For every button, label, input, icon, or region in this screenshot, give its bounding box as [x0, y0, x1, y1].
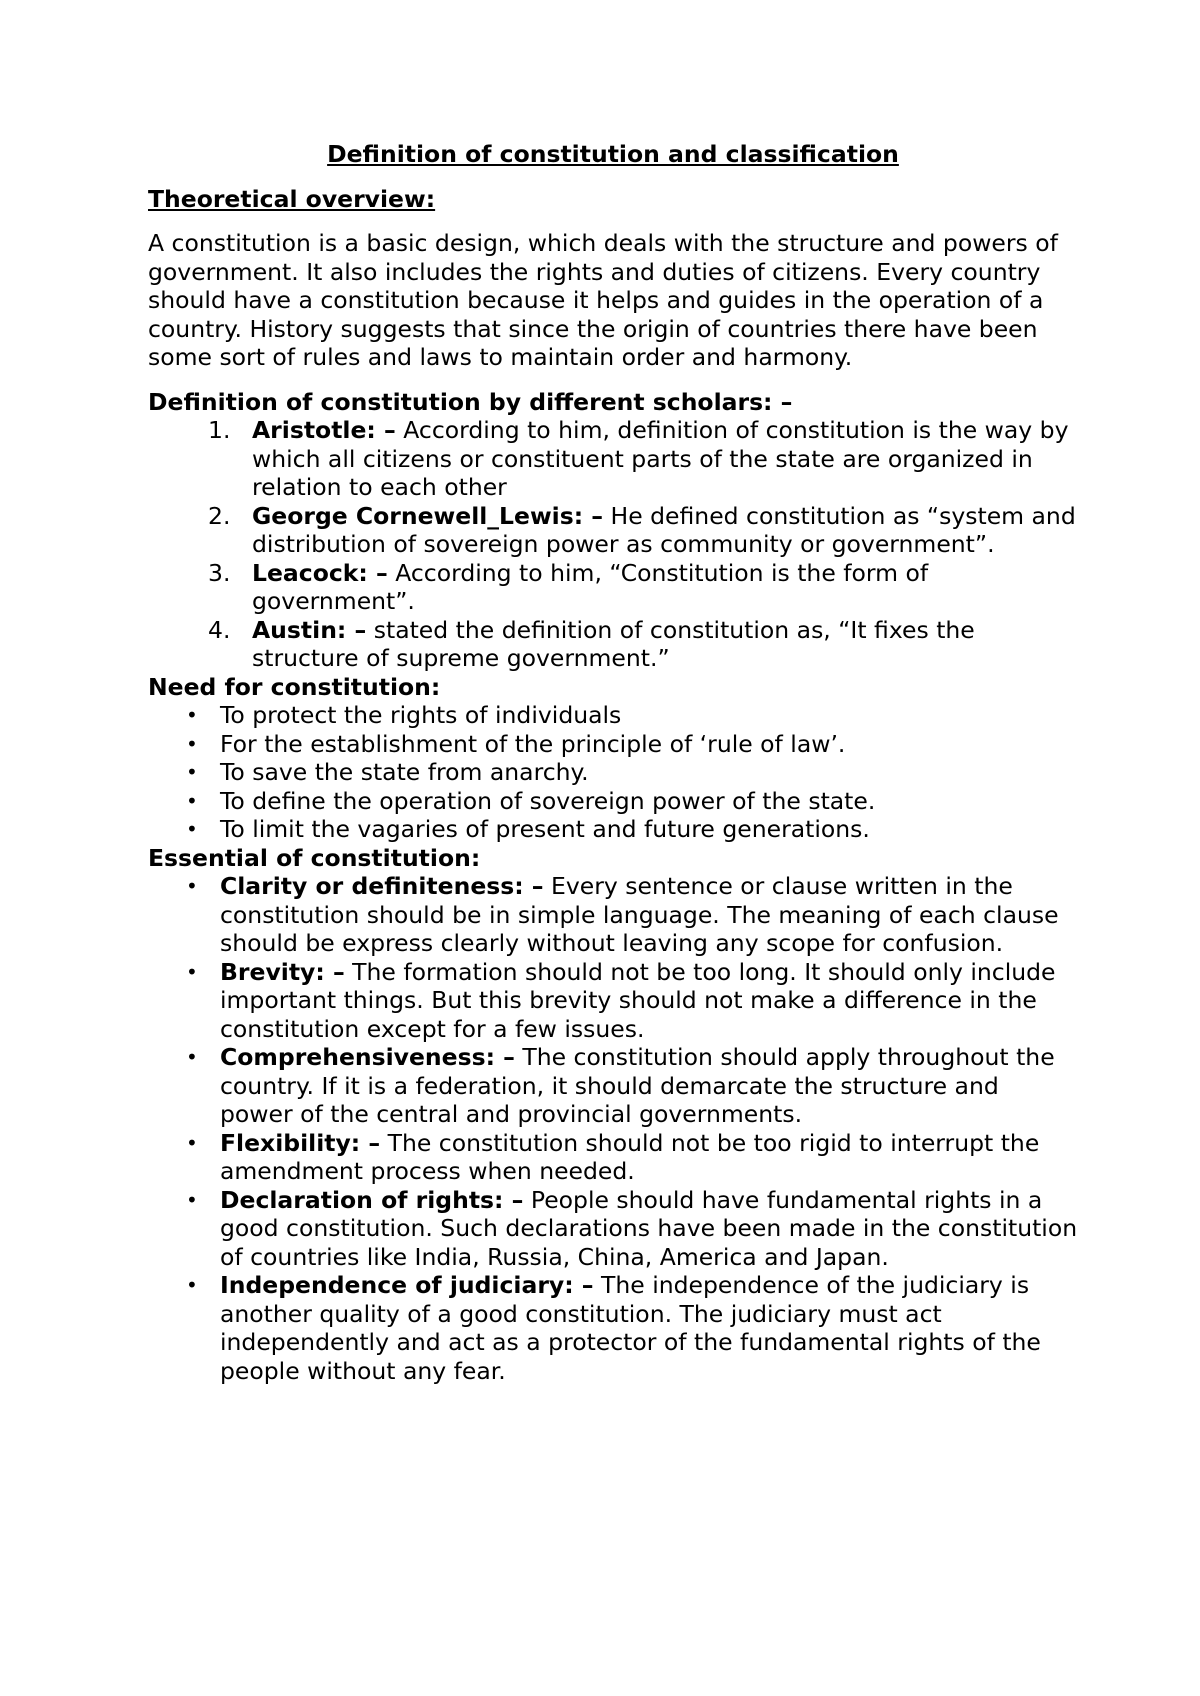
essential-term: Comprehensiveness: –: [220, 1043, 515, 1071]
list-number: 1.: [208, 416, 231, 444]
essential-heading: Essential of constitution:: [148, 843, 481, 872]
document-page: [148, 140, 1078, 1385]
bullet-icon: •: [186, 959, 198, 984]
essential-text: Every sentence or clause written in the constitution should be in simple language. The meaning of each clause should be express clearly without leaving any scope for confusion.: [220, 872, 1059, 957]
list-item: [148, 502, 1078, 559]
definition-term: George Cornewell_Lewis: –: [252, 501, 604, 530]
need-text: To save the state from anarchy.: [220, 758, 589, 786]
document-title: Definition of constitution and classification: [327, 140, 899, 168]
definition-text: According to him, “Constitution is the form of government”.: [252, 558, 929, 615]
need-text: To define the operation of sovereign power of the state.: [220, 786, 876, 815]
list-item: [148, 701, 1078, 730]
definition-text: stated the definition of constitution as, “It fixes the structure of supreme government.”: [252, 615, 975, 672]
definition-term: Leacock: –: [252, 558, 388, 587]
list-number: 3.: [208, 558, 231, 587]
list-item: [148, 758, 1078, 787]
essential-term: Flexibility: –: [220, 1128, 381, 1157]
need-text: To limit the vagaries of present and future generations.: [220, 815, 870, 843]
bullet-icon: •: [186, 760, 198, 784]
need-heading: Need for constitution:: [148, 672, 441, 701]
definition-term: Austin: –: [252, 615, 367, 644]
need-list: [148, 701, 1078, 844]
bullet-icon: •: [186, 788, 198, 813]
list-item: [148, 958, 1078, 1044]
list-item: [148, 1129, 1078, 1186]
bullet-icon: •: [186, 1187, 198, 1212]
list-item: [148, 1186, 1078, 1272]
definitions-heading: Definition of constitution by different scholars: –: [148, 387, 793, 416]
list-item: [148, 616, 1078, 673]
overview-heading: Theoretical overview:: [148, 184, 436, 213]
bullet-icon: •: [186, 817, 198, 841]
bullet-icon: •: [186, 1130, 198, 1155]
essential-text: The independence of the judiciary is another quality of a good constitution. The judiciary must act independently and act as a protector of the fundamental rights of the people without any fear.: [220, 1271, 1041, 1385]
essential-term: Brevity: –: [220, 957, 345, 986]
list-number: 2.: [208, 501, 231, 530]
essential-term: Independence of judiciary: –: [220, 1271, 594, 1299]
list-item: [148, 730, 1078, 759]
list-item: [148, 1043, 1078, 1129]
bullet-icon: •: [186, 874, 198, 898]
need-text: For the establishment of the principle of ‘rule of law’.: [220, 729, 846, 758]
list-item: [148, 872, 1078, 958]
list-item: [148, 1271, 1078, 1385]
definition-text: He defined constitution as “system and distribution of sovereign power as community or government”.: [252, 501, 1076, 558]
essential-text: The constitution should not be too rigid to interrupt the amendment process when needed.: [220, 1128, 1040, 1185]
essential-text: People should have fundamental rights in a good constitution. Such declarations have been made in the constitution of countries like India, Russia, China, America and Japan.: [220, 1185, 1078, 1271]
essential-text: The constitution should apply throughout the country. If it is a federation, it should demarcate the structure and power of the central and provincial governments.: [220, 1043, 1055, 1128]
need-text: To protect the rights of individuals: [220, 701, 622, 729]
bullet-icon: •: [186, 703, 198, 727]
list-item: [148, 559, 1078, 616]
bullet-icon: •: [186, 731, 198, 756]
essential-list: [148, 872, 1078, 1385]
essential-term: Clarity or definiteness: –: [220, 872, 544, 900]
definition-text: According to him, definition of constitution is the way by which all citizens or constituent parts of the state are organized in relation to each other: [252, 416, 1069, 501]
bullet-icon: •: [186, 1045, 198, 1069]
essential-text: The formation should not be too long. It should only include important things. But this brevity should not make a difference in the constitution except for a few issues.: [220, 957, 1056, 1043]
essential-term: Declaration of rights: –: [220, 1185, 524, 1214]
intro-paragraph: A constitution is a basic design, which deals with the structure and powers of government. It also includes the rights and duties of citizens. Every country should have a constitution because it helps and guides in the operation of a country. History suggests that since the origin of countries there have been some sort of rules and laws to maintain order and harmony.: [148, 229, 1058, 371]
definitions-list: [148, 416, 1078, 673]
list-number: 4.: [208, 615, 231, 644]
definition-term: Aristotle: –: [252, 416, 396, 444]
list-item: [148, 815, 1078, 844]
bullet-icon: •: [186, 1273, 198, 1297]
list-item: [148, 787, 1078, 816]
list-item: [148, 416, 1078, 502]
